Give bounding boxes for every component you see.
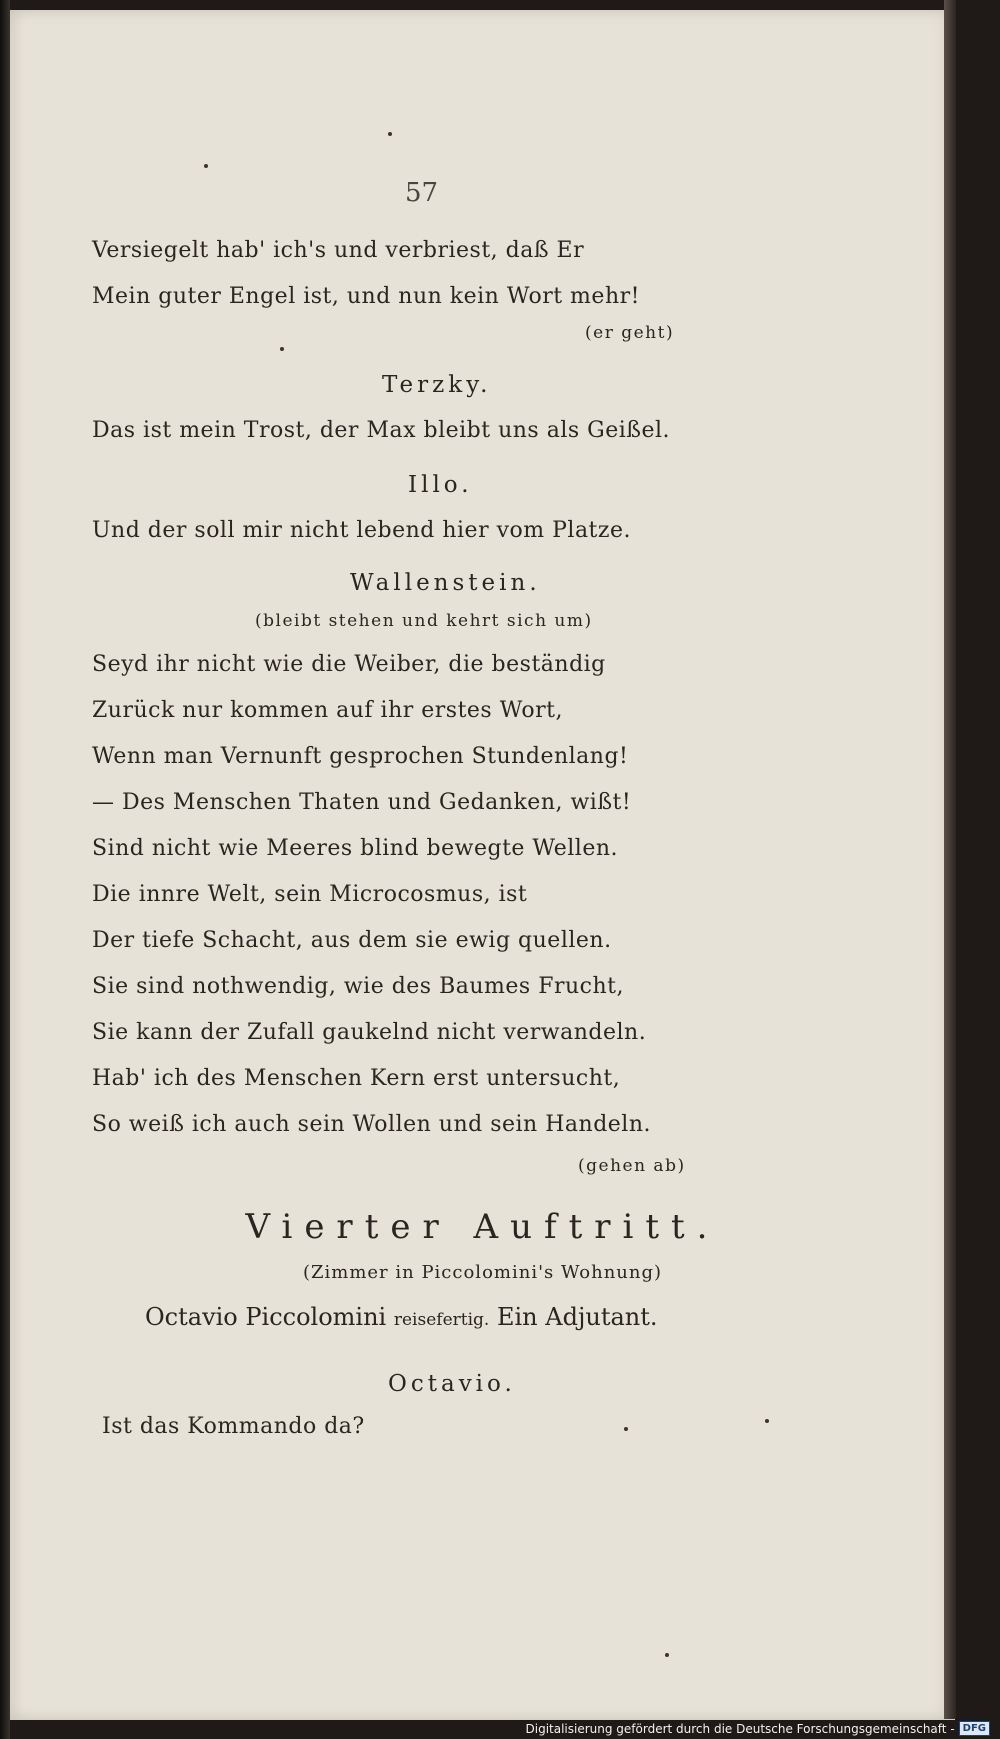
scene-setting: (Zimmer in Piccolomini's Wohnung): [302, 1262, 663, 1283]
verse-line: Wenn man Vernunft gesprochen Stundenlang!: [92, 744, 629, 769]
verse-line: Sind nicht wie Meeres blind bewegte Wellen.: [92, 836, 619, 861]
verse-line: Und der soll mir nicht lebend hier vom Platze.: [92, 518, 632, 543]
stage-direction: (bleibt stehen und kehrt sich um): [255, 611, 593, 631]
character-adjutant: Ein Adjutant.: [496, 1303, 658, 1331]
dfg-logo-icon: DFG: [959, 1721, 990, 1736]
stage-direction: (gehen ab): [578, 1156, 686, 1176]
verse-line: Mein guter Engel ist, und nun kein Wort mehr!: [92, 284, 640, 309]
verse-line: Versiegelt hab' ich's und verbriest, daß Er: [92, 238, 585, 263]
character-octavio: Octavio Piccolomini: [145, 1303, 387, 1331]
paper-speck: [624, 1427, 628, 1431]
paper-speck: [388, 132, 392, 136]
book-page: [10, 10, 955, 1720]
digitization-footer: [526, 1721, 991, 1736]
verse-line: Sie kann der Zufall gaukelnd nicht verwandeln.: [92, 1020, 647, 1045]
verse-line: Ist das Kommando da?: [102, 1414, 365, 1439]
verse-line: Die innre Welt, sein Microcosmus, ist: [92, 882, 528, 907]
page-number: 57: [405, 178, 439, 208]
paper-speck: [280, 347, 284, 351]
verse-line: Zurück nur kommen auf ihr erstes Wort,: [92, 698, 563, 723]
paper-speck: [765, 1419, 769, 1423]
speaker-name: Wallenstein.: [350, 570, 541, 596]
speaker-name: Illo.: [408, 472, 473, 498]
book-spine: [944, 0, 956, 1719]
verse-line: — Des Menschen Thaten und Gedanken, wißt!: [92, 790, 632, 815]
verse-line: Sie sind nothwendig, wie des Baumes Frucht,: [92, 974, 624, 999]
verse-line: Hab' ich des Menschen Kern erst untersucht,: [92, 1066, 621, 1091]
verse-line: Der tiefe Schacht, aus dem sie ewig quellen.: [92, 928, 612, 953]
scene-title: Vierter Auftritt.: [245, 1207, 720, 1247]
speaker-name: Octavio.: [388, 1371, 516, 1397]
character-note: reisefertig.: [393, 1310, 490, 1330]
book-left-edge: [0, 0, 10, 1739]
paper-speck: [665, 1653, 669, 1657]
character-list: [145, 1303, 658, 1331]
verse-line: Das ist mein Trost, der Max bleibt uns als Geißel.: [92, 418, 671, 443]
footer-text: Digitalisierung gefördert durch die Deutsche Forschungsgemeinschaft -: [525, 1721, 955, 1736]
stage-direction: (er geht): [585, 323, 675, 343]
speaker-name: Terzky.: [382, 372, 492, 398]
verse-line: So weiß ich auch sein Wollen und sein Handeln.: [92, 1112, 651, 1137]
verse-line: Seyd ihr nicht wie die Weiber, die beständig: [92, 652, 606, 677]
paper-speck: [204, 164, 208, 168]
